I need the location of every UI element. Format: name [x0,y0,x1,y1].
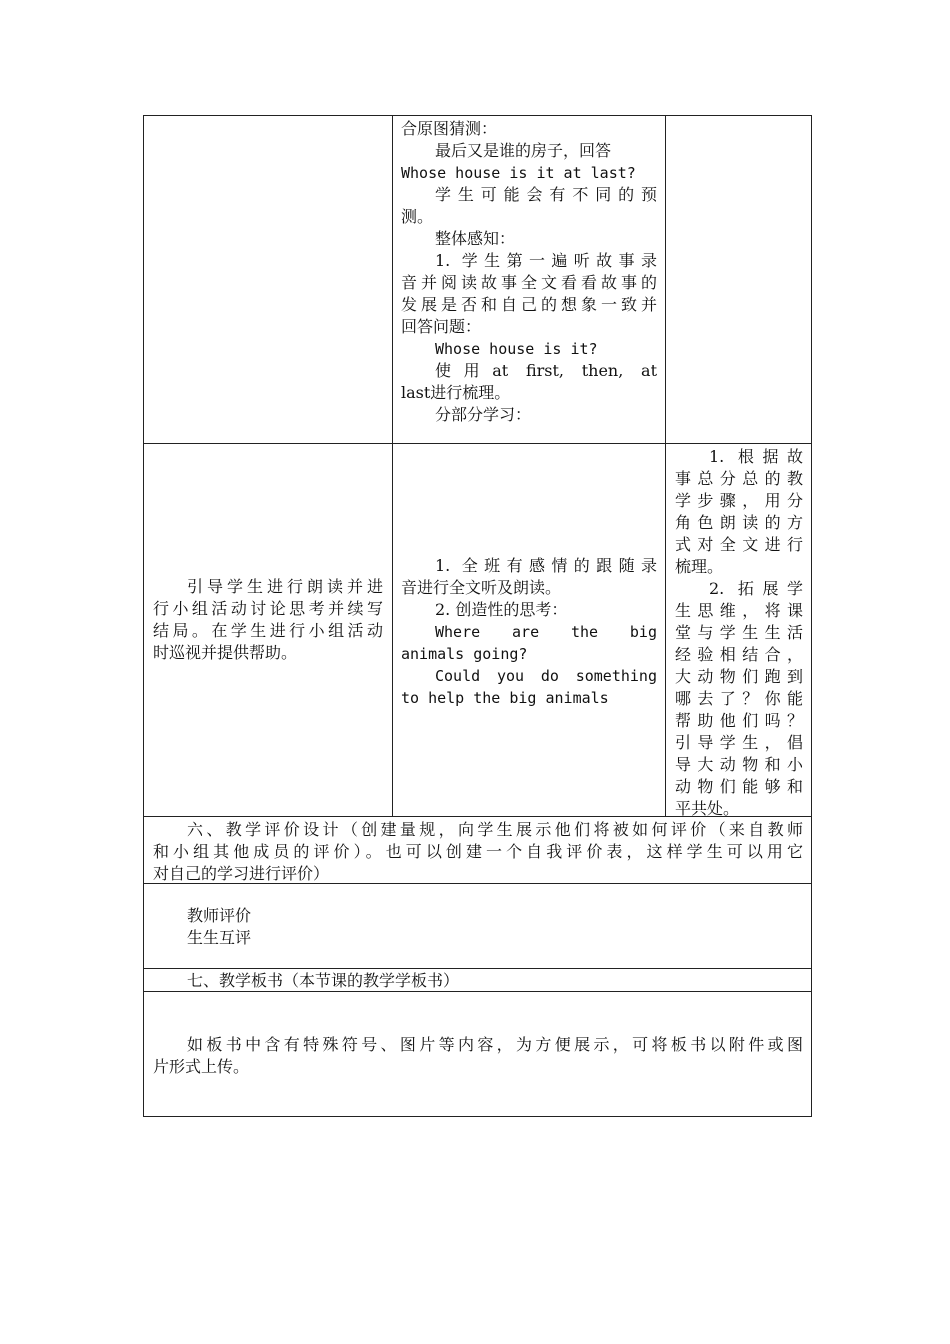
text-line: 堂与学生生活 [675,623,803,642]
text-line: Whose house is it at last? [401,164,636,182]
text-line: 测。 [401,207,434,226]
text-line: 哪去了？你能 [675,689,803,708]
text-line: 事总分总的教 [675,469,803,488]
text-line: 学生可能会有不同的预 [435,185,657,204]
table-border-right [811,115,812,1117]
table-border-left [143,115,144,1117]
text-line: 合原图猜测： [401,119,498,138]
text-line: 2. 拓展学 [709,579,803,598]
text-line: 1. 全班有感情的跟随录 [435,556,657,575]
text-line: 回答问题： [401,317,482,336]
text-line: 引导学生，倡 [675,733,803,752]
text-line: 导大动物和小 [675,755,803,774]
text-line: 发展是否和自己的想象一致并 [401,295,657,314]
text-line: 七、教学板书（本节课的教学学板书） [187,971,460,990]
text-line: Could you do something [435,667,657,685]
text-line: Whose house is it? [435,340,598,358]
text-line: 平共处。 [675,799,740,818]
text-line: 1. 根据故 [709,447,803,466]
text-line: 1. 学生第一遍听故事录 [435,251,657,270]
text-line: 结局。在学生进行小组活动 [153,621,383,640]
text-line: 音进行全文听及朗读。 [401,578,562,597]
column-divider-1 [392,115,393,817]
text-line: 引导学生进行朗读并进 [187,577,383,596]
text-line: 整体感知： [435,229,516,248]
text-line: last进行梳理。 [401,383,511,402]
row-divider-1 [143,443,812,444]
text-line: 最后又是谁的房子，回答 [435,141,612,160]
text-line: 时巡视并提供帮助。 [153,643,298,662]
text-line: 生思维，将课 [675,601,803,620]
text-line: 学步骤，用分 [675,491,803,510]
text-line: to help the big animals [401,689,609,707]
text-line: 和小组其他成员的评价）。也可以创建一个自我评价表，这样学生可以用它 [153,842,803,861]
text-line: 大动物们跑到 [675,667,803,686]
text-line: 行小组活动讨论思考并续写 [153,599,383,618]
text-line: 梳理。 [675,557,724,576]
text-line: 2. 创造性的思考： [435,600,568,619]
text-line: 角色朗读的方 [675,513,803,532]
evaluation-item: 生生互评 [187,928,252,947]
text-line: Where are the big [435,623,657,641]
text-line: 帮助他们吗？ [675,711,803,730]
text-line: 片形式上传。 [153,1057,250,1076]
text-line: 动物们能够和 [675,777,803,796]
text-line: 式对全文进行 [675,535,803,554]
text-line: 对自己的学习进行评价） [153,864,330,883]
text-line: animals going? [401,645,528,663]
column-divider-2 [665,115,666,817]
text-line: 六、教学评价设计（创建量规，向学生展示他们将被如何评价（来自教师 [187,820,803,839]
text-line: 使用at first, then, at [435,361,657,380]
text-line: 分部分学习： [435,405,532,424]
text-line: 音并阅读故事全文看看故事的 [401,273,657,292]
table-border-bottom [143,1116,812,1117]
table-border-top [143,115,812,116]
text-line: 经验相结合， [675,645,803,664]
row-divider-4 [143,968,812,969]
text-line: 如板书中含有特殊符号、图片等内容，为方便展示，可将板书以附件或图 [187,1035,803,1054]
evaluation-item: 教师评价 [187,906,252,925]
